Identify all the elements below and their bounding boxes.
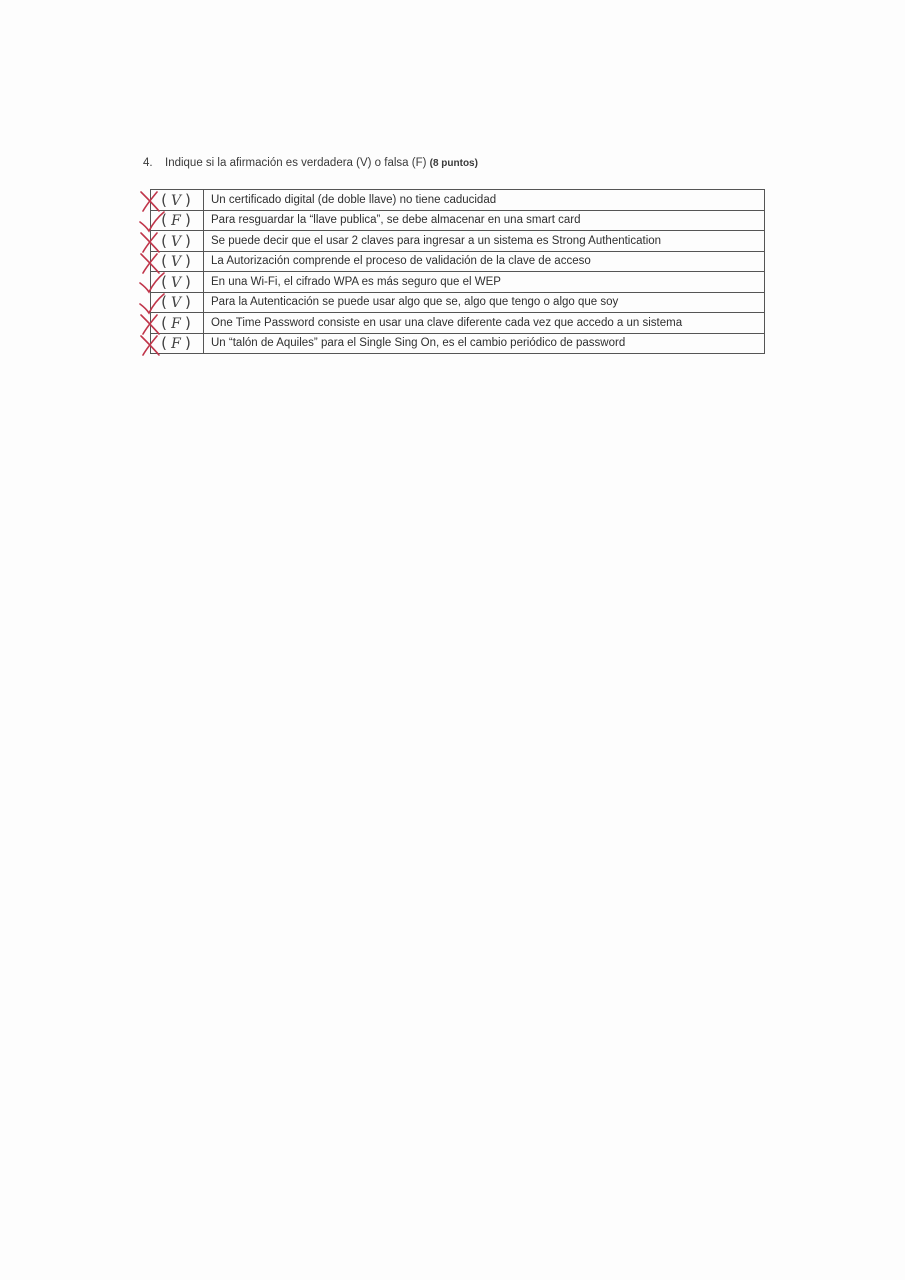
table-row — [151, 190, 765, 211]
question-prompt: Indique si la afirmación es verdadera (V) o falsa (F) — [165, 157, 427, 169]
handwritten-answer: F — [171, 315, 183, 332]
handwritten-answer: F — [171, 213, 183, 230]
close-paren: ) — [185, 293, 193, 312]
handwritten-answer: V — [170, 233, 184, 250]
answer-cell — [151, 313, 204, 334]
handwritten-answer: V — [170, 192, 184, 209]
open-paren: ( — [161, 211, 169, 230]
table-row — [151, 272, 765, 293]
open-paren: ( — [161, 190, 169, 209]
close-paren: ) — [185, 313, 193, 332]
answer-cell — [151, 210, 204, 231]
statement-cell: One Time Password consiste en usar una clave diferente cada vez que accedo a un sistema — [204, 313, 765, 334]
statement-cell: En una Wi-Fi, el cifrado WPA es más seguro que el WEP — [204, 272, 765, 293]
statement-cell: Un “talón de Aquiles” para el Single Sing On, es el cambio periódico de password — [204, 333, 765, 354]
close-paren: ) — [185, 190, 193, 209]
true-false-table-body — [151, 190, 765, 354]
open-paren: ( — [161, 252, 169, 271]
question-number: 4. — [143, 157, 153, 169]
question-header — [143, 157, 478, 169]
open-paren: ( — [161, 334, 169, 353]
table-row — [151, 231, 765, 252]
close-paren: ) — [185, 272, 193, 291]
close-paren: ) — [185, 231, 193, 250]
close-paren: ) — [185, 252, 193, 271]
handwritten-answer: F — [171, 336, 183, 353]
statement-cell: Para resguardar la “llave publica”, se debe almacenar en una smart card — [204, 210, 765, 231]
handwritten-answer: V — [170, 274, 184, 291]
answer-cell — [151, 272, 204, 293]
statement-cell: La Autorización comprende el proceso de validación de la clave de acceso — [204, 251, 765, 272]
answer-cell — [151, 231, 204, 252]
question-points: (8 puntos) — [429, 158, 478, 169]
answer-cell — [151, 292, 204, 313]
table-row — [151, 210, 765, 231]
answer-cell — [151, 190, 204, 211]
table-row — [151, 292, 765, 313]
table-row — [151, 313, 765, 334]
table-row — [151, 251, 765, 272]
table-row — [151, 333, 765, 354]
answer-cell — [151, 251, 204, 272]
handwritten-answer: V — [170, 295, 184, 312]
close-paren: ) — [185, 334, 193, 353]
answer-cell — [151, 333, 204, 354]
handwritten-answer: V — [170, 254, 184, 271]
statement-cell: Para la Autenticación se puede usar algo que se, algo que tengo o algo que soy — [204, 292, 765, 313]
open-paren: ( — [161, 272, 169, 291]
true-false-table — [150, 189, 765, 354]
open-paren: ( — [161, 293, 169, 312]
statement-cell: Un certificado digital (de doble llave) no tiene caducidad — [204, 190, 765, 211]
open-paren: ( — [161, 313, 169, 332]
close-paren: ) — [185, 211, 193, 230]
statement-cell: Se puede decir que el usar 2 claves para ingresar a un sistema es Strong Authentication — [204, 231, 765, 252]
open-paren: ( — [161, 231, 169, 250]
